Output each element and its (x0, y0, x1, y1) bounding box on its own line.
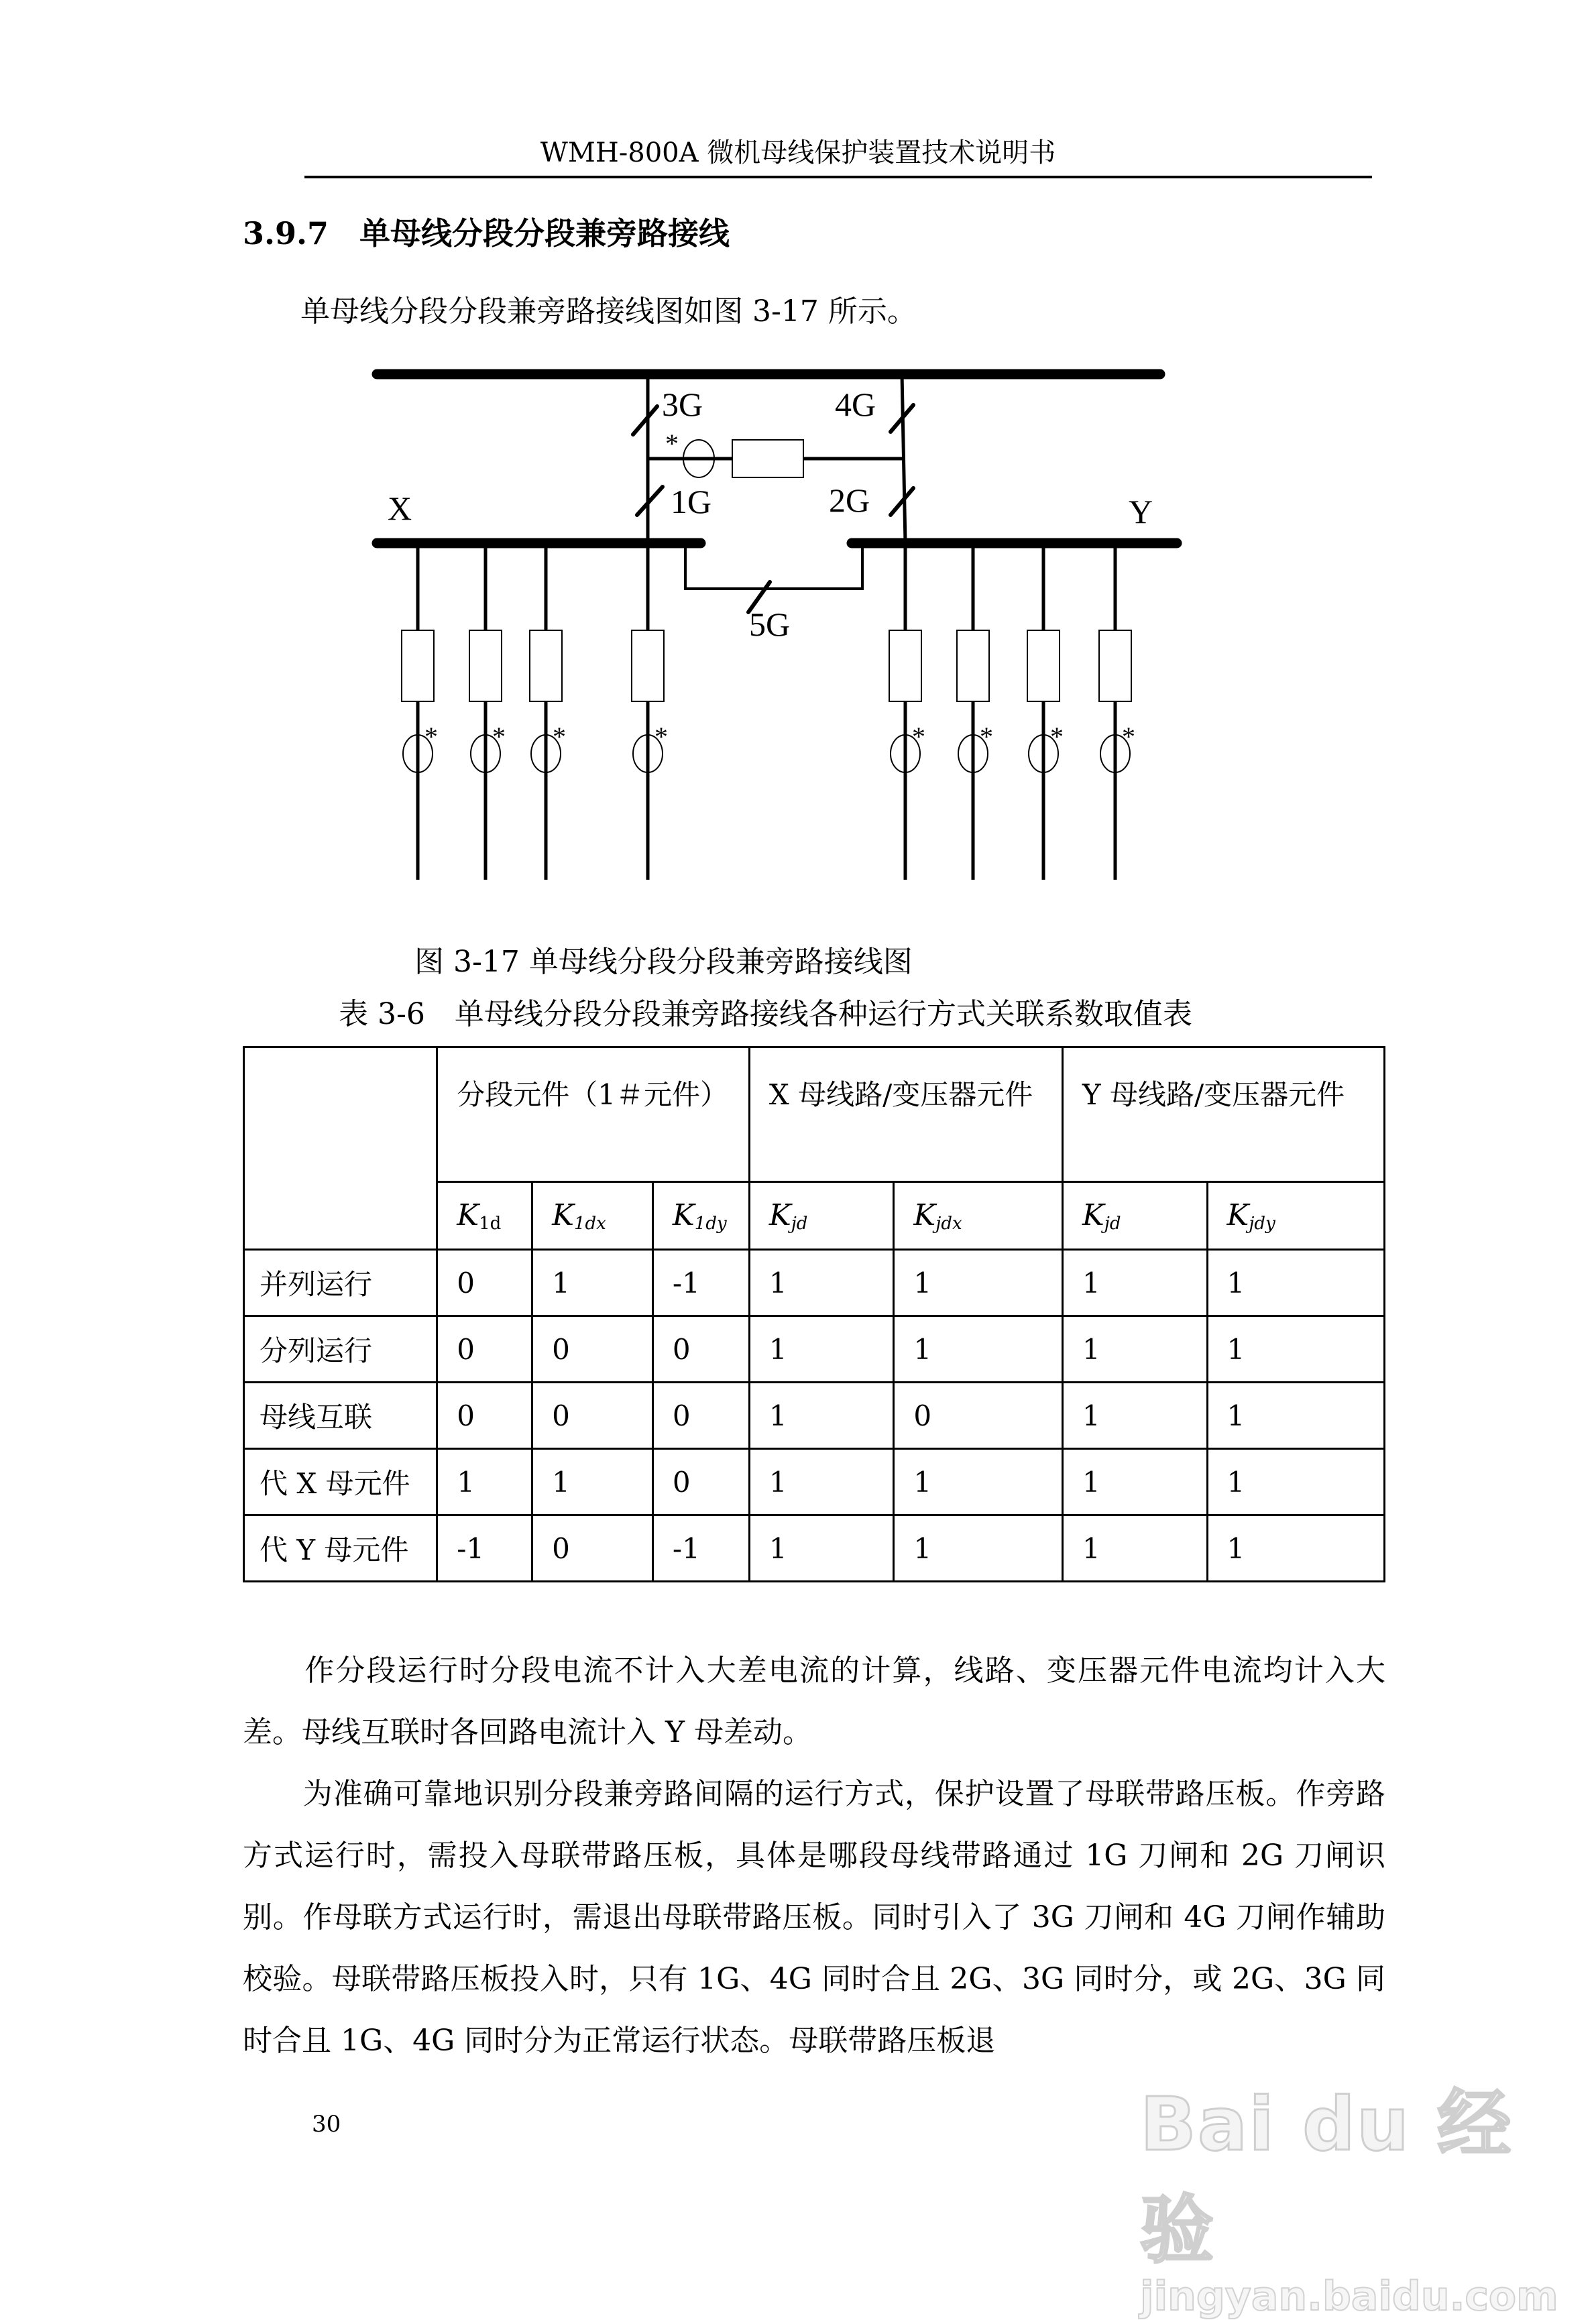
coefficient-cell: 1 (532, 1250, 653, 1316)
ct-polarity-mark: * (1050, 721, 1064, 752)
coefficient-cell: 1 (1062, 1316, 1207, 1383)
label-3g: 3G (662, 386, 703, 423)
running-header-title: WMH-800A 微机母线保护装置技术说明书 (540, 137, 1056, 168)
coefficient-cell: 1 (894, 1515, 1063, 1582)
switch-3g (633, 406, 657, 434)
row-mode-label: 分列运行 (244, 1316, 437, 1383)
table-row (244, 1250, 1385, 1316)
coefficient-cell: 0 (652, 1383, 749, 1449)
label-4g: 4G (835, 386, 876, 423)
switch-1g (637, 487, 663, 515)
ct-polarity-mark: * (553, 721, 566, 752)
coefficient-cell: 1 (749, 1515, 894, 1582)
table-corner-cell (244, 1047, 437, 1250)
coefficient-cell: 1 (1062, 1383, 1207, 1449)
coefficient-cell: 1 (749, 1250, 894, 1316)
table-row (244, 1316, 1385, 1383)
coefficient-cell: 1 (894, 1449, 1063, 1515)
coefficient-cell: 1 (437, 1449, 532, 1515)
watermark (1140, 2065, 1558, 2320)
feeder-breaker (1027, 630, 1060, 701)
coefficient-cell: 1 (749, 1383, 894, 1449)
coefficient-cell: 1 (1062, 1515, 1207, 1582)
feeder-breaker (632, 630, 664, 701)
coefficient-cell: 1 (1207, 1449, 1385, 1515)
coefficient-cell: 1 (894, 1316, 1063, 1383)
coefficient-cell: 1 (532, 1449, 653, 1515)
body-paragraph-1: 作分段运行时分段电流不计入大差电流的计算，线路、变压器元件电流均计入大差。母线互联时各回路电流计入 Y 母差动。 (243, 1654, 1385, 1749)
table-row (244, 1449, 1385, 1515)
coefficient-table (243, 1046, 1385, 1582)
column-header: $K_{jdy}$ (1207, 1182, 1385, 1250)
column-header: $K_{1dy}$ (652, 1182, 749, 1250)
coefficient-cell: 0 (532, 1383, 653, 1449)
page-number: 30 (312, 2111, 341, 2138)
coefficient-cell: 1 (894, 1250, 1063, 1316)
coefficient-cell: 0 (652, 1449, 749, 1515)
group-header-y-bus: Y 母线路/变压器元件 (1062, 1047, 1384, 1182)
label-bus-x: X (388, 489, 412, 527)
coefficient-cell: 0 (437, 1383, 532, 1449)
coefficient-cell: 0 (437, 1316, 532, 1383)
group-header-section: 分段元件（1＃元件） (437, 1047, 750, 1182)
coefficient-cell: 0 (652, 1316, 749, 1383)
coefficient-cell: 1 (1207, 1383, 1385, 1449)
column-header: $K_{jdx}$ (894, 1182, 1063, 1250)
feeder-breaker (1099, 630, 1131, 701)
coefficient-cell: 1 (1207, 1316, 1385, 1383)
ct-polarity-mark: * (665, 428, 679, 459)
body-paragraph-2: 为准确可靠地识别分段兼旁路间隔的运行方式，保护设置了母联带路压板。作旁路方式运行时，需投入母联带路压板，具体是哪段母线带路通过 1G 刀闸和 2G 刀闸识别。作母联方式运行时，需退出母联带路压板。同时引入了 3G 刀闸和 4G 刀闸作辅助校验。母联带路压板投入时，只有 1G、4G 同时合且 2G、3G 同时分，或 2G、3G 同时合且 1G、4G 同时分为正常运行状态。母联带路压板退 (243, 1777, 1385, 2058)
coefficient-cell: 0 (532, 1316, 653, 1383)
ct-polarity-mark: * (912, 721, 925, 752)
figure-caption: 图 3-17 单母线分段分段兼旁路接线图 (414, 945, 913, 979)
coefficient-cell: 0 (894, 1383, 1063, 1449)
tie-breaker (732, 440, 803, 477)
feeder-breaker (889, 630, 921, 701)
table-caption: 表 3-6 单母线分段分段兼旁路接线各种运行方式关联系数取值表 (339, 997, 1192, 1031)
ct-polarity-mark: * (492, 721, 506, 752)
feeder-breaker (402, 630, 434, 701)
coefficient-cell: 1 (749, 1316, 894, 1383)
section-heading: 3.9.7 单母线分段分段兼旁路接线 (243, 215, 730, 251)
coefficient-cell: 0 (532, 1515, 653, 1582)
coefficient-cell: -1 (652, 1250, 749, 1316)
coefficient-cell: -1 (652, 1515, 749, 1582)
table-group-header-row (244, 1047, 1385, 1182)
switch-2g (891, 488, 913, 515)
ct-polarity-mark: * (654, 721, 668, 752)
ct-polarity-mark: * (980, 721, 993, 752)
column-header: $K_{1dx}$ (532, 1182, 653, 1250)
row-mode-label: 并列运行 (244, 1250, 437, 1316)
feeder-breaker (957, 630, 989, 701)
label-5g: 5G (749, 605, 791, 643)
label-bus-y: Y (1129, 493, 1153, 530)
feeder-group (402, 548, 1135, 880)
column-header: $K_{jd}$ (1062, 1182, 1207, 1250)
feeder-breaker (469, 630, 502, 701)
column-header: $K_{jd}$ (749, 1182, 894, 1250)
label-1g: 1G (671, 483, 712, 520)
table-row (244, 1515, 1385, 1582)
wiring-diagram (0, 0, 1596, 939)
row-mode-label: 代 X 母元件 (244, 1449, 437, 1515)
intro-paragraph: 单母线分段分段兼旁路接线图如图 3-17 所示。 (300, 294, 917, 329)
table-row (244, 1383, 1385, 1449)
group-header-x-bus: X 母线路/变压器元件 (749, 1047, 1062, 1182)
coefficient-cell: 0 (437, 1250, 532, 1316)
coefficient-cell: -1 (437, 1515, 532, 1582)
watermark-url: jingyan.baidu.com (1140, 2273, 1558, 2320)
ct-polarity-mark: * (1122, 721, 1135, 752)
column-header: $K_{1d}$ (437, 1182, 532, 1250)
coefficient-cell: 1 (1062, 1250, 1207, 1316)
coefficient-cell: 1 (749, 1449, 894, 1515)
ct-polarity-mark: * (424, 721, 438, 752)
coefficient-cell: 1 (1062, 1449, 1207, 1515)
row-mode-label: 母线互联 (244, 1383, 437, 1449)
coefficient-cell: 1 (1207, 1250, 1385, 1316)
coefficient-cell: 1 (1207, 1515, 1385, 1582)
watermark-logo: Bai du 经验 (1140, 2081, 1513, 2273)
label-2g: 2G (829, 481, 870, 519)
feeder-breaker (530, 630, 562, 701)
row-mode-label: 代 Y 母元件 (244, 1515, 437, 1582)
